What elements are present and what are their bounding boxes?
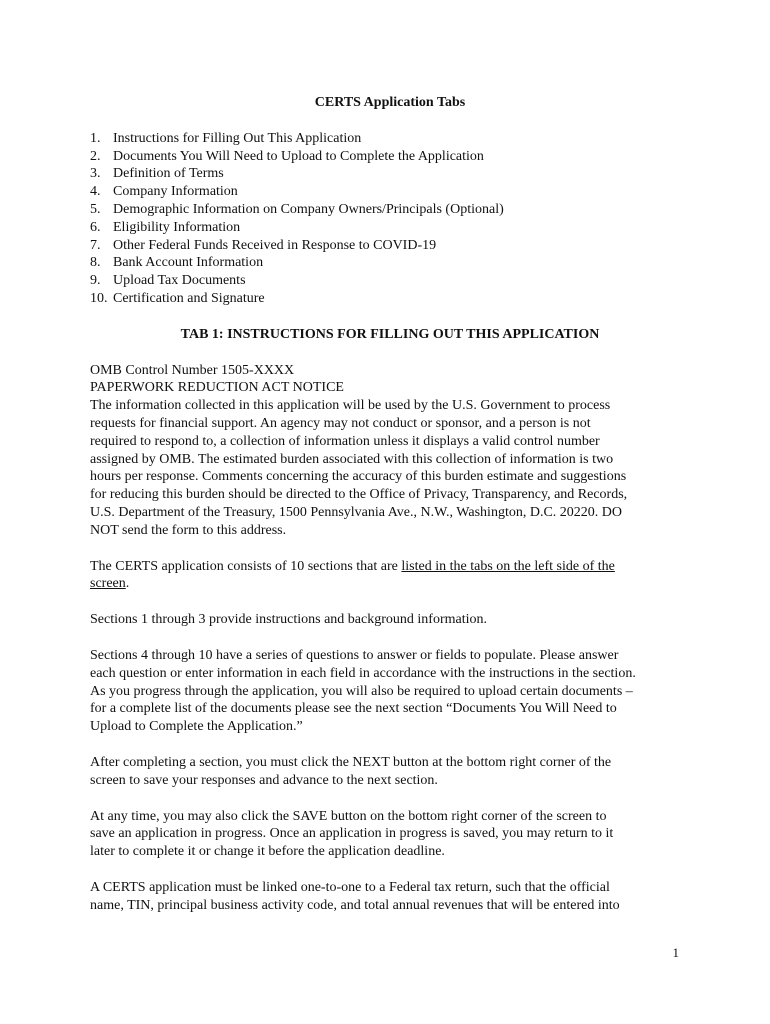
- notice-text-line: hours per response. Comments concerning the accuracy of this burden estimate and suggestions: [90, 469, 627, 485]
- tab-number: 5.: [90, 201, 101, 217]
- tab-label: Instructions for Filling Out This Application: [113, 130, 362, 146]
- tab-number: 6.: [90, 219, 101, 235]
- tab-label: Other Federal Funds Received in Response to COVID-19: [113, 237, 437, 253]
- tab-number: 8.: [90, 255, 101, 271]
- notice-text-line: NOT send the form to this address.: [90, 522, 287, 538]
- tab-number: 7.: [90, 237, 101, 253]
- tab-number: 3.: [90, 166, 101, 182]
- tax-return-paragraph: [90, 879, 690, 915]
- tab-number: 9.: [90, 273, 101, 289]
- tab-list-item: [90, 254, 690, 272]
- tab-number: 2.: [90, 148, 101, 164]
- paragraph-line: A CERTS application must be linked one-to-one to a Federal tax return, such that the official: [90, 879, 610, 895]
- tab-list-item: [90, 130, 690, 148]
- tab-list-item: [90, 237, 690, 255]
- tab-label: Documents You Will Need to Upload to Complete the Application: [113, 148, 484, 164]
- paragraph-line: screen to save your responses and advance to the next section.: [90, 772, 438, 788]
- tab-number: 1.: [90, 130, 101, 146]
- tab-list-item: [90, 290, 690, 308]
- tabs-reference-text: screen: [90, 576, 126, 592]
- paragraph-line: each question or enter information in each field in accordance with the instructions in the section.: [90, 665, 636, 681]
- paragraph-line: At any time, you may also click the SAVE button on the bottom right corner of the screen to: [90, 808, 607, 824]
- tab-list-item: [90, 272, 690, 290]
- paragraph-line: As you progress through the application, you will also be required to upload certain documents –: [90, 683, 633, 699]
- tab-list-item: [90, 165, 690, 183]
- paragraph-line: Sections 1 through 3 provide instructions and background information.: [90, 612, 487, 628]
- paperwork-notice-title: PAPERWORK REDUCTION ACT NOTICE: [90, 380, 344, 396]
- tab-number: 4.: [90, 184, 101, 200]
- tab-label: Certification and Signature: [113, 290, 265, 306]
- notice-text-line: for reducing this burden should be directed to the Office of Privacy, Transparency, and Records,: [90, 487, 628, 503]
- tab-label: Bank Account Information: [113, 255, 264, 271]
- save-button-paragraph: [90, 808, 690, 861]
- tab-list-item: [90, 183, 690, 201]
- sections-line: [90, 558, 690, 576]
- notice-text-line: The information collected in this application will be used by the U.S. Government to process: [90, 398, 611, 414]
- notice-text-line: requests for financial support. An agency may not conduct or sponsor, and a person is not: [90, 415, 591, 431]
- paragraph-line: name, TIN, principal business activity code, and total annual revenues that will be entered into: [90, 897, 620, 913]
- notice-text-line: U.S. Department of the Treasury, 1500 Pennsylvania Ave., N.W., Washington, D.C. 20220. DO: [90, 504, 622, 520]
- next-button-paragraph: [90, 754, 690, 790]
- paragraph-line: Upload to Complete the Application.”: [90, 719, 303, 735]
- omb-notice: [90, 362, 690, 540]
- sections-4-10-paragraph: [90, 647, 690, 736]
- paragraph-line: save an application in progress. Once an application in progress is saved, you may return to it: [90, 826, 614, 842]
- tab1-heading: TAB 1: INSTRUCTIONS FOR FILLING OUT THIS APPLICATION: [180, 326, 600, 342]
- tab-label: Definition of Terms: [113, 166, 224, 182]
- tab-label: Company Information: [113, 184, 238, 200]
- tab-list-item: [90, 201, 690, 219]
- notice-text-line: assigned by OMB. The estimated burden associated with this collection of information is two: [90, 451, 614, 467]
- document-title: CERTS Application Tabs: [314, 95, 466, 110]
- sections-prefix: The CERTS application consists of 10 sections that are: [90, 558, 402, 574]
- tabs-reference-text: listed in the tabs on the left side of the: [401, 558, 615, 574]
- sections-line: [90, 575, 690, 593]
- tabs-list: [90, 130, 690, 308]
- omb-control-number: OMB Control Number 1505-XXXX: [90, 362, 295, 378]
- sections-1-3-paragraph: [90, 611, 690, 629]
- document-content: [90, 94, 690, 914]
- paragraph-line: After completing a section, you must click the NEXT button at the bottom right corner of the: [90, 754, 612, 770]
- tab-list-item: [90, 148, 690, 166]
- notice-text-line: required to respond to, a collection of information unless it displays a valid control number: [90, 433, 600, 449]
- paragraph-line: later to complete it or change it before the application deadline.: [90, 844, 445, 860]
- paragraph-line: for a complete list of the documents please see the next section “Documents You Will Need to: [90, 701, 617, 717]
- tab-number: 10.: [90, 290, 108, 306]
- tab-label: Demographic Information on Company Owners/Principals (Optional): [113, 201, 504, 217]
- page-number: 1: [672, 945, 679, 960]
- tab-label: Eligibility Information: [113, 219, 241, 235]
- sections-paragraph: [90, 558, 690, 594]
- tab-list-item: [90, 219, 690, 237]
- tab-label: Upload Tax Documents: [113, 273, 246, 289]
- paragraph-line: Sections 4 through 10 have a series of questions to answer or fields to populate. Please answer: [90, 647, 619, 663]
- sections-suffix: .: [125, 576, 130, 592]
